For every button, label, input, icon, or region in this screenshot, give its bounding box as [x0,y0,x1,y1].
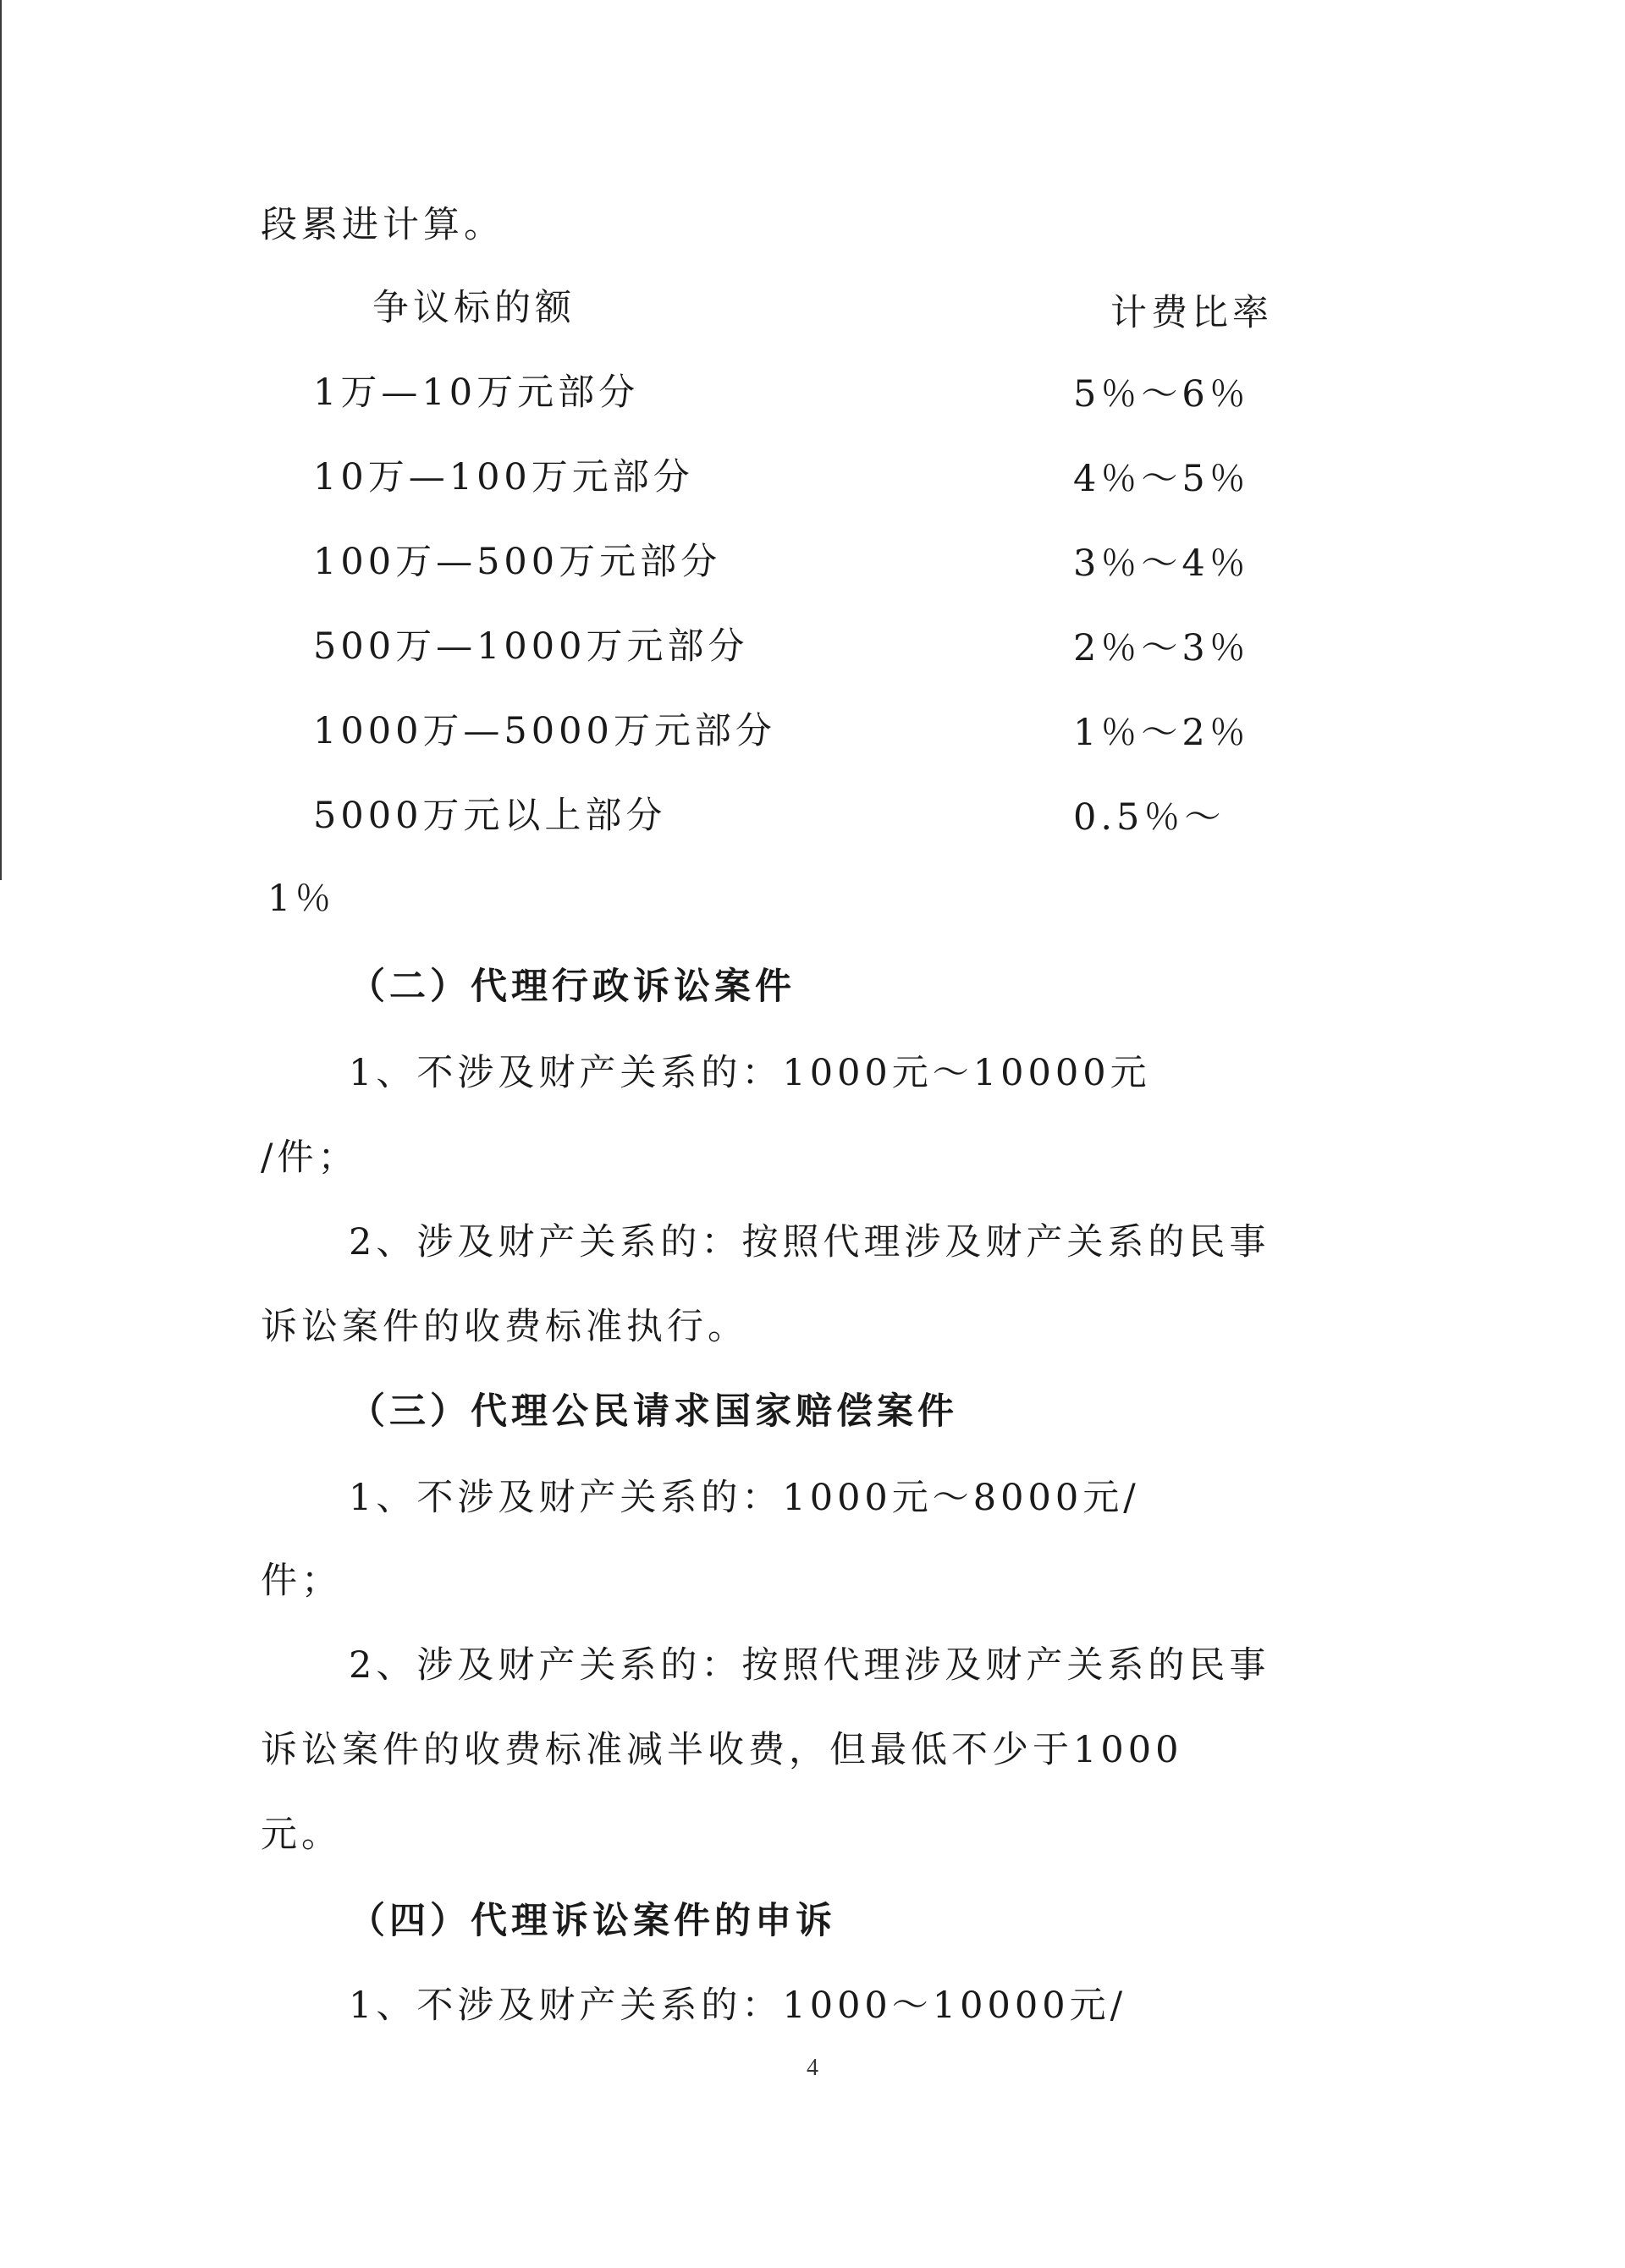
section-heading: （三）代理公民请求国家赔偿案件 [349,1390,958,1433]
table-row-rate: 4％～5％ [1073,458,1250,500]
paragraph-line: 2、涉及财产关系的：按照代理涉及财产关系的民事 [349,1644,1270,1687]
table-row-rate: 0.5％～ [1073,796,1226,839]
table-rate-wrap: 1％ [267,878,336,920]
table-row-amount: 1万—10万元部分 [313,372,640,414]
paragraph-line: 诉讼案件的收费标准执行。 [261,1306,748,1348]
page-number: 4 [807,2055,818,2081]
paragraph-line: 诉讼案件的收费标准减半收费，但最低不少于1000 [261,1729,1183,1771]
table-row-rate: 5％～6％ [1073,373,1250,416]
section-heading: （二）代理行政诉讼案件 [349,966,796,1008]
table-row-rate: 2％～3％ [1073,627,1250,669]
scan-page-edge [0,0,2,880]
paragraph-line: 件； [261,1560,342,1602]
table-row-rate: 1％～2％ [1073,712,1250,754]
table-row-rate: 3％～4％ [1073,542,1250,585]
table-row-amount: 10万—100万元部分 [313,456,694,498]
intro-tail-text: 段累进计算。 [261,204,504,246]
section-heading: （四）代理诉讼案件的申诉 [349,1900,836,1942]
paragraph-line: 1、不涉及财产关系的：1000～10000元/ [349,1984,1127,2027]
table-row-amount: 1000万—5000万元部分 [313,710,776,752]
paragraph-line: /件； [261,1137,359,1179]
table-header-amount: 争议标的额 [372,287,576,329]
table-row-amount: 100万—500万元部分 [313,541,722,583]
paragraph-line: 2、涉及财产关系的：按照代理涉及财产关系的民事 [349,1221,1270,1263]
paragraph-line: 元。 [261,1814,342,1856]
table-row-amount: 5000万元以上部分 [313,795,667,837]
table-row-amount: 500万—1000万元部分 [313,625,749,668]
paragraph-line: 1、不涉及财产关系的：1000元～10000元 [349,1052,1151,1094]
paragraph-line: 1、不涉及财产关系的：1000元～8000元/ [349,1477,1140,1519]
table-header-rate: 计费比率 [1110,292,1273,334]
